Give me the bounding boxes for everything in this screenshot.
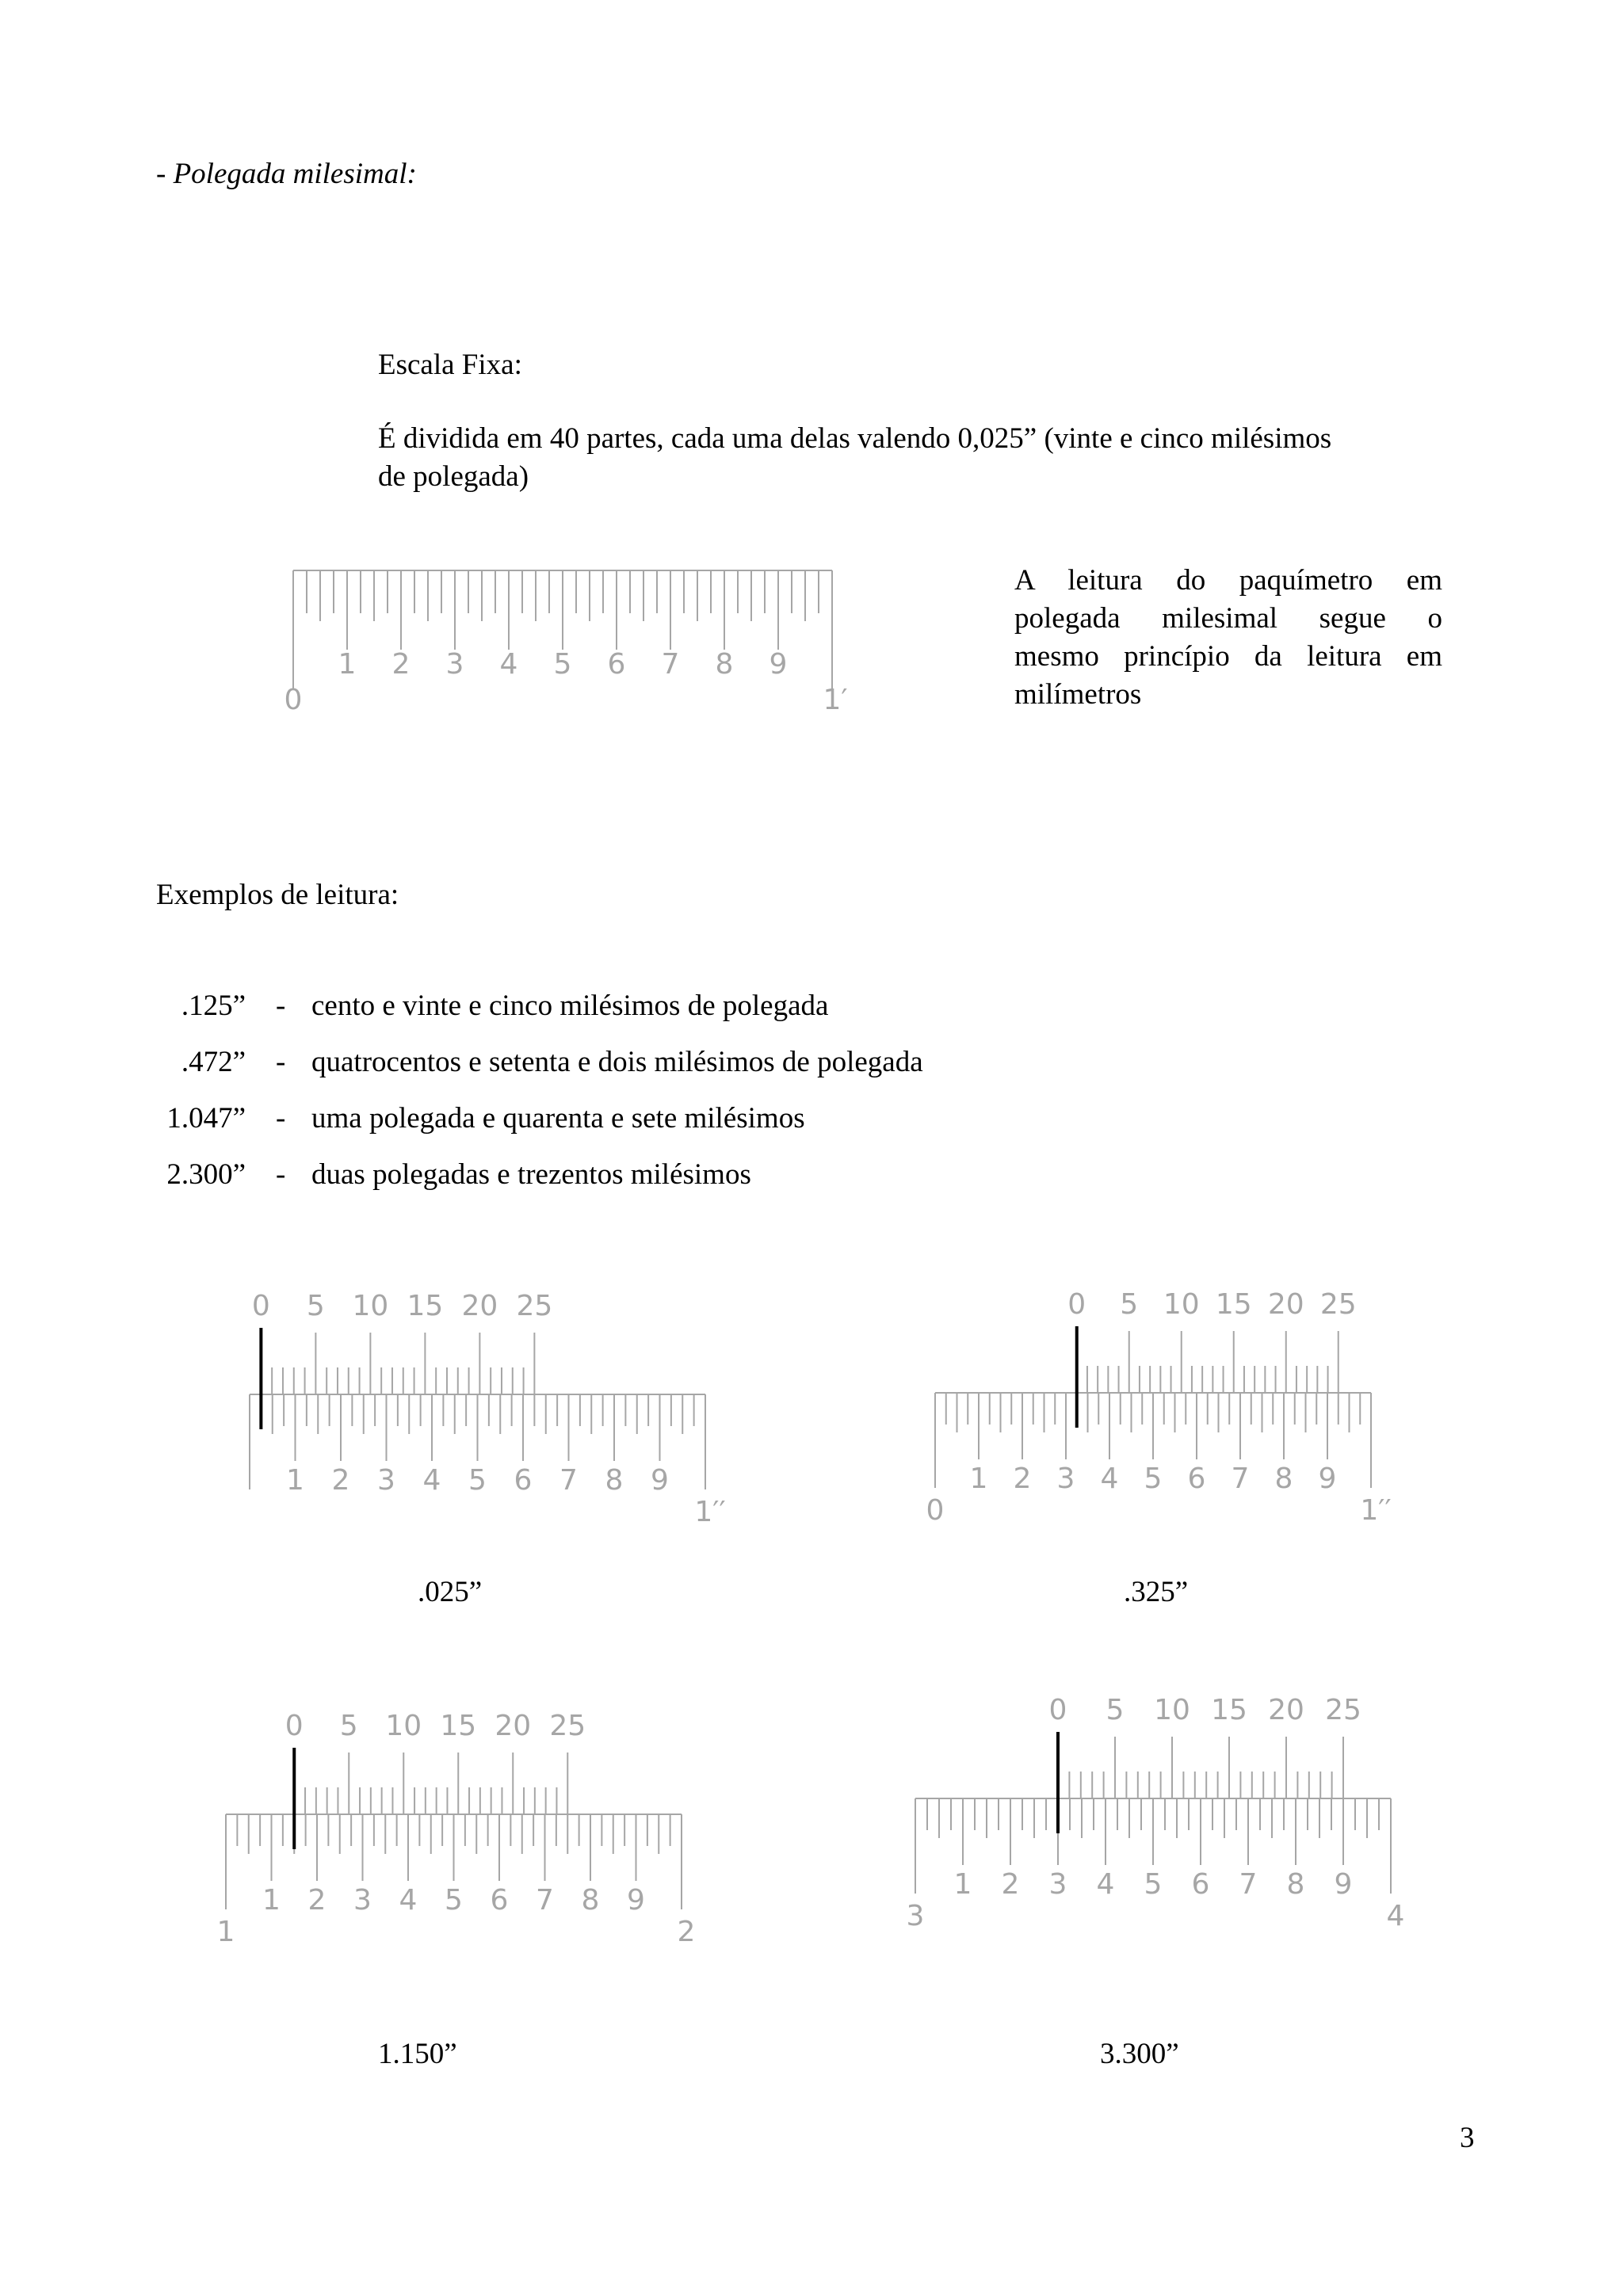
main-scale-number: 8	[581, 1884, 600, 1917]
vernier-number: 0	[251, 1290, 270, 1322]
fixed-scale-ruler	[269, 555, 872, 729]
main-scale-number: 6	[514, 1464, 533, 1497]
main-scale-number: 1	[969, 1463, 988, 1495]
vernier-number: 25	[1319, 1288, 1357, 1321]
vernier-number: 15	[407, 1290, 444, 1322]
ruler-number: 6	[607, 648, 626, 681]
main-scale-number: 1	[953, 1868, 972, 1901]
main-scale-number: 3	[377, 1464, 395, 1497]
main-scale-number: 3	[1048, 1868, 1067, 1901]
main-scale-number: 1′′	[1360, 1494, 1392, 1527]
example-code: .125”	[181, 990, 246, 1022]
reading-caption: 3.300”	[1100, 2038, 1179, 2070]
vernier-reading-figure	[903, 1680, 1419, 1941]
vernier-number: 20	[1268, 1694, 1304, 1726]
main-scale-number: 4	[1096, 1868, 1115, 1901]
vernier-number: 5	[1120, 1288, 1139, 1321]
examples-heading: Exemplos de leitura:	[156, 879, 399, 911]
main-scale-number: 9	[651, 1464, 669, 1497]
reading-caption: .025”	[418, 1576, 483, 1608]
main-scale-number: 7	[1239, 1868, 1258, 1901]
main-scale-number: 2	[307, 1884, 327, 1917]
ruler-number: 8	[715, 648, 734, 681]
main-scale-number: 6	[490, 1884, 509, 1917]
vernier-number: 10	[385, 1710, 422, 1742]
side-note-line: mesmo princípio da leitura em	[1014, 640, 1442, 673]
vernier-number: 10	[352, 1290, 389, 1322]
main-scale-number: 7	[559, 1464, 578, 1497]
main-scale-number: 8	[1286, 1868, 1305, 1901]
vernier-number: 20	[461, 1290, 498, 1322]
example-description: cento e vinte e cinco milésimos de polegada	[311, 990, 829, 1022]
vernier-number: 20	[1267, 1288, 1304, 1321]
main-scale-number: 5	[1144, 1463, 1163, 1495]
main-scale-number: 9	[1318, 1463, 1337, 1495]
main-scale-number: 1	[262, 1884, 281, 1917]
section-title: - Polegada milesimal:	[156, 158, 417, 190]
main-scale-number: 4	[1100, 1463, 1119, 1495]
fixed-scale-heading: Escala Fixa:	[378, 349, 522, 381]
vernier-number: 0	[1048, 1694, 1067, 1726]
page-number: 3	[1460, 2122, 1475, 2154]
vernier-reading-figure	[214, 1703, 713, 1957]
vernier-reading-figure	[238, 1283, 745, 1537]
main-scale-number: 5	[1144, 1868, 1163, 1901]
ruler-number: 3	[445, 648, 464, 681]
main-scale-number: 9	[1334, 1868, 1353, 1901]
main-scale-number: 4	[1386, 1900, 1405, 1932]
side-note-line: polegada milesimal segue o	[1014, 602, 1442, 635]
reading-caption: 1.150”	[378, 2038, 457, 2070]
vernier-number: 15	[1215, 1288, 1252, 1321]
vernier-number: 5	[306, 1290, 325, 1322]
vernier-number: 10	[1154, 1694, 1190, 1726]
main-scale-number: 6	[1191, 1868, 1210, 1901]
main-scale-number: 3	[353, 1884, 372, 1917]
main-scale-number: 1	[216, 1916, 235, 1948]
main-scale-number: 3	[906, 1900, 925, 1932]
vernier-number: 25	[516, 1290, 553, 1322]
example-code: 2.300”	[166, 1158, 246, 1191]
main-scale-number: 1′′	[694, 1496, 726, 1528]
example-code: .472”	[181, 1046, 246, 1078]
reading-caption: .325”	[1124, 1576, 1189, 1608]
main-scale-number: 8	[605, 1464, 624, 1497]
main-scale-number: 4	[422, 1464, 441, 1497]
ruler-number: 9	[769, 648, 788, 681]
vernier-reading-figure	[923, 1283, 1399, 1527]
main-scale-number: 3	[1056, 1463, 1075, 1495]
vernier-number: 10	[1163, 1288, 1200, 1321]
fixed-scale-description-line1: É dividida em 40 partes, cada uma delas valendo 0,025” (vinte e cinco milésimos	[378, 422, 1332, 455]
main-scale-number: 2	[1013, 1463, 1032, 1495]
main-scale-number: 4	[399, 1884, 418, 1917]
ruler-number: 2	[391, 648, 411, 681]
vernier-number: 25	[1325, 1694, 1361, 1726]
vernier-number: 0	[285, 1710, 304, 1742]
example-code: 1.047”	[166, 1102, 246, 1135]
main-scale-number: 5	[445, 1884, 463, 1917]
fixed-scale-description-line2: de polegada)	[378, 460, 529, 493]
example-description: quatrocentos e setenta e dois milésimos de polegada	[311, 1046, 923, 1078]
main-scale-number: 5	[468, 1464, 487, 1497]
ruler-number: 1	[338, 648, 357, 681]
example-description: duas polegadas e trezentos milésimos	[311, 1158, 751, 1191]
vernier-number: 25	[549, 1710, 586, 1742]
main-scale-number: 7	[1231, 1463, 1250, 1495]
side-note-line: milímetros	[1014, 678, 1142, 711]
example-dash: -	[276, 1158, 286, 1191]
vernier-number: 20	[495, 1710, 532, 1742]
ruler-number: 0	[284, 684, 303, 716]
main-scale-number: 2	[331, 1464, 350, 1497]
ruler-number: 5	[553, 648, 572, 681]
main-scale-number: 7	[536, 1884, 554, 1917]
main-scale-number: 8	[1274, 1463, 1293, 1495]
ruler-number: 1′	[823, 684, 848, 716]
vernier-number: 15	[440, 1710, 477, 1742]
side-note-line: A leitura do paquímetro em	[1014, 564, 1442, 597]
side-note	[1014, 562, 1442, 714]
main-scale-number: 6	[1187, 1463, 1206, 1495]
ruler-number: 4	[499, 648, 518, 681]
main-scale-number: 9	[627, 1884, 645, 1917]
vernier-number: 0	[1067, 1288, 1086, 1321]
example-description: uma polegada e quarenta e sete milésimos	[311, 1102, 805, 1135]
main-scale-number: 1	[286, 1464, 304, 1497]
example-dash: -	[276, 990, 286, 1022]
example-dash: -	[276, 1102, 286, 1135]
ruler-number: 7	[661, 648, 680, 681]
main-scale-number: 2	[677, 1916, 696, 1948]
main-scale-number: 0	[926, 1494, 945, 1527]
main-scale-number: 2	[1001, 1868, 1020, 1901]
vernier-number: 15	[1211, 1694, 1247, 1726]
example-dash: -	[276, 1046, 286, 1078]
vernier-number: 5	[1106, 1694, 1125, 1726]
vernier-number: 5	[339, 1710, 358, 1742]
